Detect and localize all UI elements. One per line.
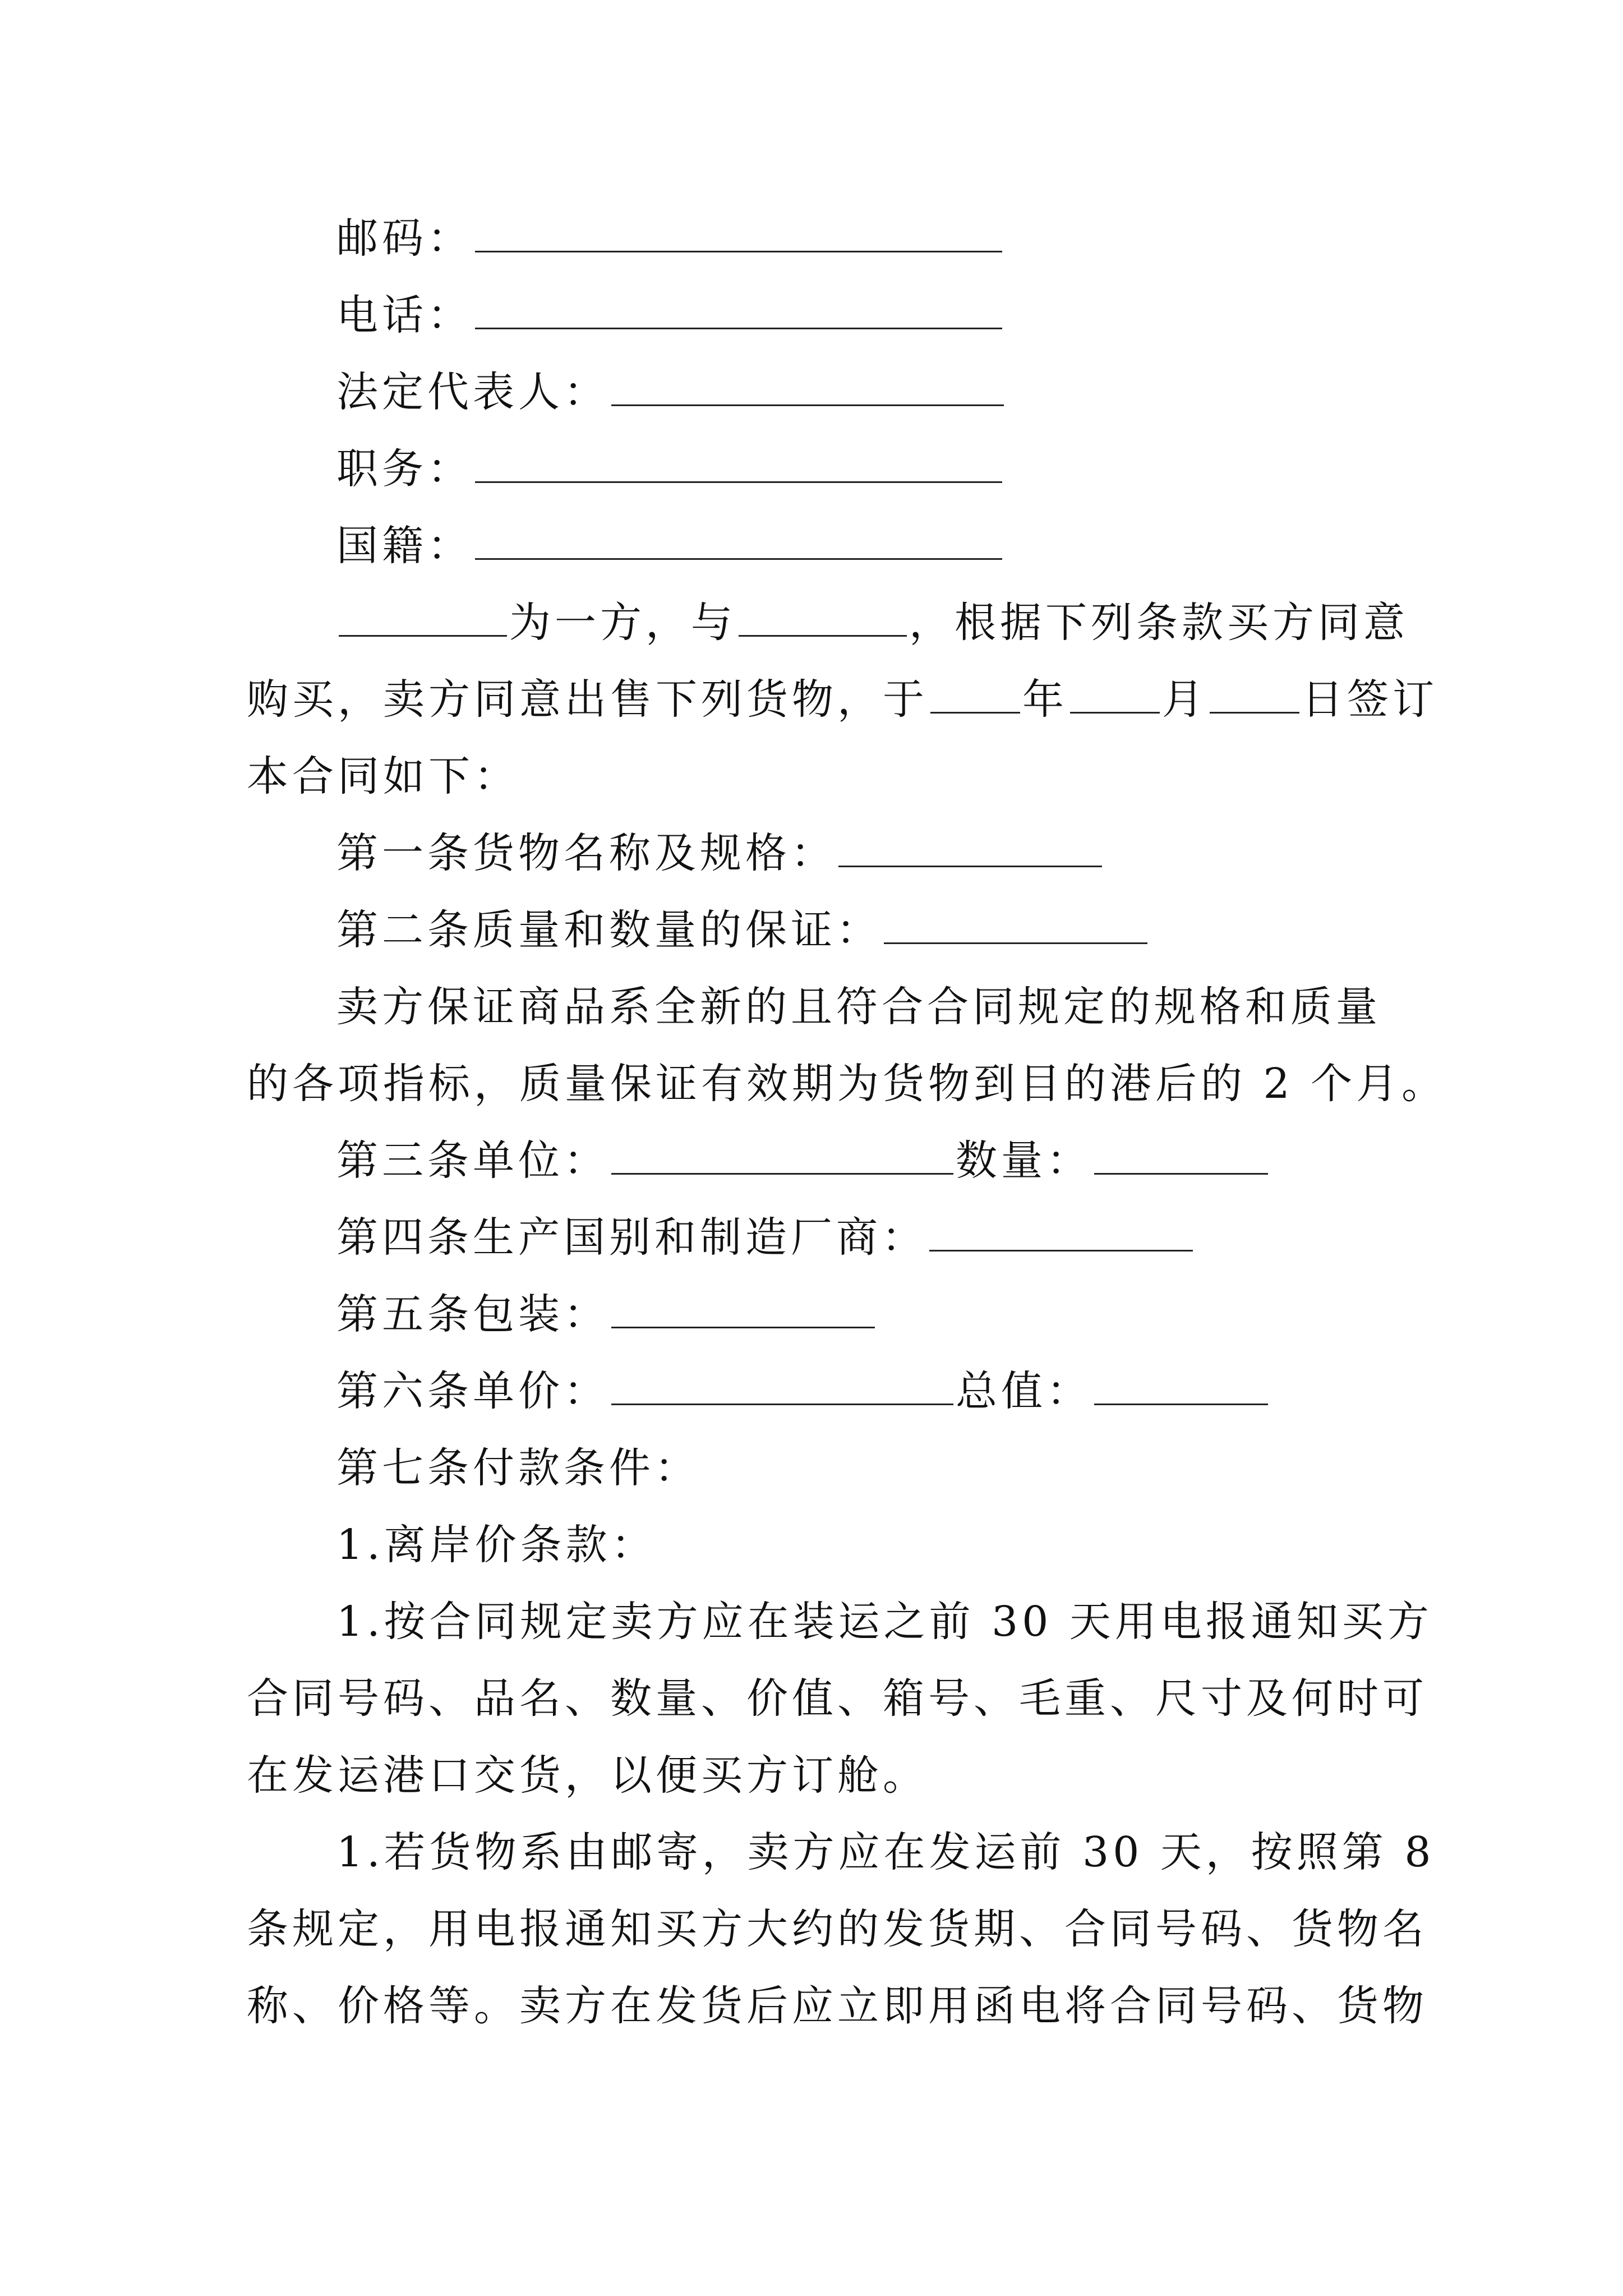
party-b-input-line[interactable]: [739, 599, 907, 637]
position-label: 职务：: [336, 445, 473, 493]
article-1: [336, 825, 1486, 881]
nationality-row: [336, 518, 1486, 574]
article-3-unit-label: 第三条单位：: [336, 1137, 609, 1185]
article-1-input-line[interactable]: [838, 830, 1102, 867]
intro-line-2: [247, 671, 1438, 728]
article-5-label: 第五条包装：: [336, 1290, 609, 1338]
payment-clause-1-line-2: 合同号码、品名、数量、价值、箱号、毛重、尺寸及何时可: [247, 1674, 1428, 1723]
article-3: [336, 1133, 1486, 1189]
article-4: [336, 1209, 1486, 1266]
year-label: 年: [1022, 675, 1068, 724]
month-input-line[interactable]: [1070, 676, 1160, 714]
phone-label: 电话：: [336, 291, 473, 339]
year-input-line[interactable]: [930, 676, 1020, 714]
legal-rep-input-line[interactable]: [611, 369, 1004, 406]
phone-input-line[interactable]: [475, 292, 1002, 329]
postcode-label: 邮码：: [336, 214, 473, 263]
legal-rep-row: [336, 364, 1486, 420]
position-input-line[interactable]: [475, 445, 1002, 483]
intro-text-1: 为一方，与: [509, 599, 736, 647]
position-row: [336, 441, 1486, 497]
article-1-label: 第一条货物名称及规格：: [336, 829, 836, 877]
day-input-line[interactable]: [1210, 676, 1299, 714]
total-value-input-line[interactable]: [1094, 1368, 1268, 1405]
intro-line-1: [336, 595, 1486, 651]
guarantee-line-2: 的各项指标，质量保证有效期为货物到目的港后的 2 个月。: [247, 1060, 1447, 1108]
article-4-label: 第四条生产国别和制造厂商：: [336, 1213, 927, 1262]
article-4-input-line[interactable]: [929, 1214, 1193, 1251]
article-6-total-label: 总值：: [956, 1367, 1092, 1415]
month-label: 月: [1162, 675, 1207, 724]
nationality-input-line[interactable]: [475, 522, 1002, 560]
phone-row: [336, 287, 1486, 343]
article-3-qty-label: 数量：: [956, 1137, 1092, 1185]
legal-rep-label: 法定代表人：: [336, 368, 609, 416]
intro-text-2: ，根据下列条款买方同意: [909, 599, 1409, 647]
unit-input-line[interactable]: [611, 1137, 953, 1175]
payment-clause-2-line-2: 条规定，用电报通知买方大约的发货期、合同号码、货物名: [247, 1905, 1428, 1953]
article-6-price-label: 第六条单价：: [336, 1367, 609, 1415]
payment-clause-2-line-3: 称、价格等。卖方在发货后应立即用函电将合同号码、货物: [247, 1982, 1428, 2030]
article-5: [336, 1286, 1486, 1342]
day-label: 日签订: [1302, 675, 1438, 724]
payment-clause-1-line-1: 1.按合同规定卖方应在装运之前 30 天用电报通知买方: [336, 1598, 1433, 1646]
payment-fob: 1.离岸价条款：: [336, 1521, 657, 1569]
payment-clause-2-line-1: 1.若货物系由邮寄，卖方应在发运前 30 天，按照第 8: [336, 1828, 1435, 1876]
quantity-input-line[interactable]: [1094, 1137, 1268, 1175]
article-2-input-line[interactable]: [884, 907, 1147, 944]
article-2: [336, 902, 1486, 958]
intro-text-3: 购买，卖方同意出售下列货物，于: [247, 675, 928, 724]
guarantee-line-1: 卖方保证商品系全新的且符合合同规定的规格和质量: [336, 983, 1381, 1031]
postcode-row: [336, 210, 1486, 266]
intro-line-3: 本合同如下：: [247, 752, 519, 800]
unit-price-input-line[interactable]: [611, 1368, 953, 1405]
article-7: 第七条付款条件：: [336, 1444, 700, 1492]
payment-clause-1-line-3: 在发运港口交货，以便买方订舱。: [247, 1751, 928, 1800]
article-2-label: 第二条质量和数量的保证：: [336, 906, 882, 954]
article-5-input-line[interactable]: [611, 1291, 875, 1328]
postcode-input-line[interactable]: [475, 215, 1002, 252]
nationality-label: 国籍：: [336, 522, 473, 570]
party-a-input-line[interactable]: [339, 599, 507, 637]
article-6: [336, 1363, 1486, 1419]
